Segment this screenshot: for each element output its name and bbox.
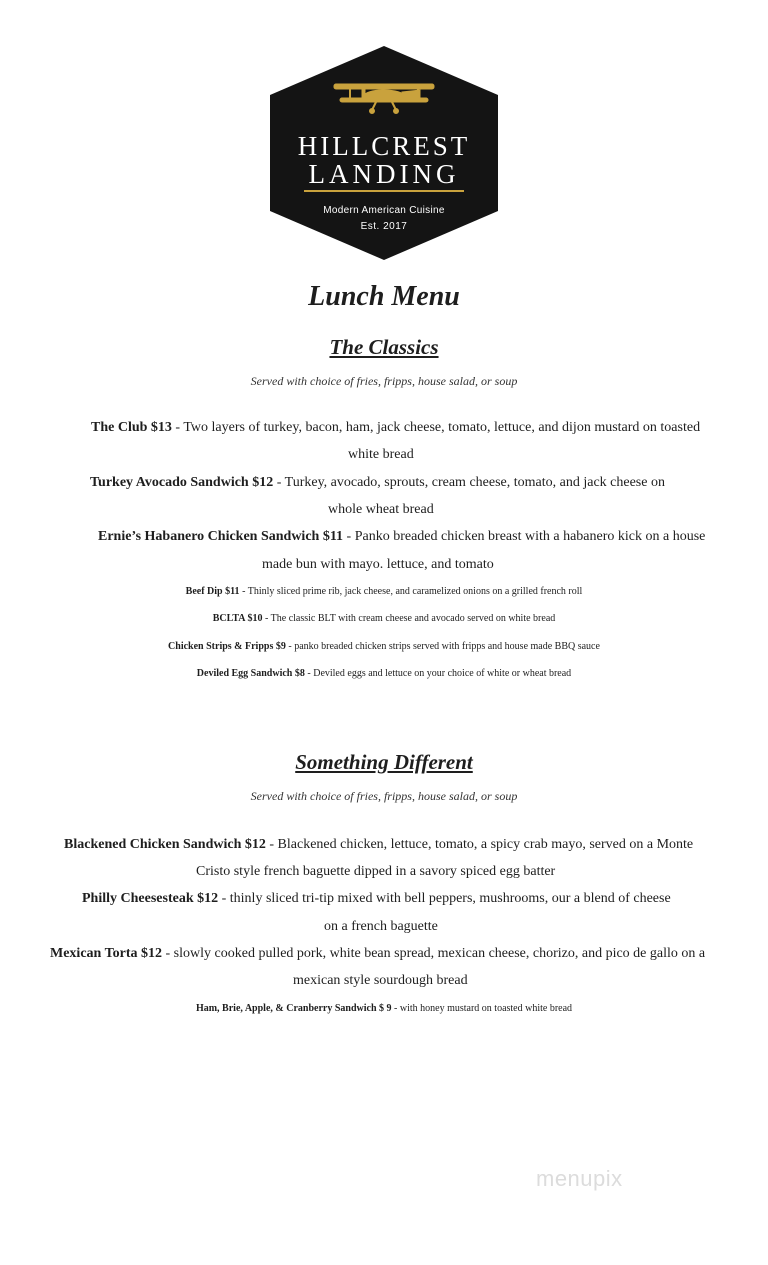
menu-item: Ernie’s Habanero Chicken Sandwich $11 - Panko breaded chicken breast with a habanero kick on a house	[98, 529, 706, 544]
page-title: Lunch Menu	[308, 281, 460, 312]
menu-item-description: Blackened chicken, lettuce, tomato, a spicy crab mayo, served on a Monte	[277, 837, 694, 852]
menu-item-description-cont: Cristo style french baguette dipped in a savory spiced egg batter	[196, 864, 556, 879]
menu-item-description: slowly cooked pulled pork, white bean spread, mexican cheese, chorizo, and pico de gallo on a	[173, 946, 706, 961]
menu-item: Mexican Torta $12 - slowly cooked pulled pork, white bean spread, mexican cheese, chorizo, and pico de gallo on a	[50, 946, 706, 961]
menu-item: Philly Cheesesteak $12 - thinly sliced tri-tip mixed with bell peppers, mushrooms, our a blend of cheese	[82, 891, 671, 906]
logo-name-line1: HILLCREST	[297, 131, 471, 161]
menu-item-description: Deviled eggs and lettuce on your choice of white or wheat bread	[313, 668, 572, 679]
menu-item-description-cont: mexican style sourdough bread	[293, 973, 468, 988]
menu-item-name: Turkey Avocado Sandwich $12	[90, 475, 274, 490]
menu-item: Ham, Brie, Apple, & Cranberry Sandwich $ 9 - with honey mustard on toasted white bread	[195, 1003, 573, 1014]
section-title-something-different: Something Different	[295, 750, 473, 774]
menu-item-description: Thinly sliced prime rib, jack cheese, and caramelized onions on a grilled french roll	[247, 586, 583, 597]
menu-item-name: Blackened Chicken Sandwich $12	[64, 837, 266, 852]
logo-gold-rule	[304, 190, 464, 192]
menu-item-description-cont: made bun with mayo. lettuce, and tomato	[262, 557, 494, 572]
menu-item: Turkey Avocado Sandwich $12 - Turkey, avocado, sprouts, cream cheese, tomato, and jack cheese on	[90, 475, 665, 490]
watermark: menupix	[536, 1166, 623, 1191]
menu-item-description: Two layers of turkey, bacon, ham, jack cheese, tomato, lettuce, and dijon mustard on toasted	[183, 420, 701, 435]
section-note-something-different: Served with choice of fries, fripps, house salad, or soup	[250, 789, 518, 803]
menu-item-name: Philly Cheesesteak $12	[82, 891, 219, 906]
menu-item: BCLTA $10 - The classic BLT with cream cheese and avocado served on white bread	[212, 613, 556, 624]
menu-item-description: thinly sliced tri-tip mixed with bell peppers, mushrooms, our a blend of cheese	[229, 891, 671, 906]
menu-item-description: The classic BLT with cream cheese and avocado served on white bread	[270, 613, 556, 624]
menu-item-description-cont: whole wheat bread	[328, 502, 434, 517]
menu-item-description: Turkey, avocado, sprouts, cream cheese, tomato, and jack cheese on	[284, 475, 665, 490]
menu-item-name: BCLTA $10	[212, 613, 263, 624]
menu-item: Beef Dip $11 - Thinly sliced prime rib, jack cheese, and caramelized onions on a grilled french roll	[185, 586, 583, 597]
section-note-classics: Served with choice of fries, fripps, house salad, or soup	[250, 374, 518, 388]
logo-established: Est. 2017	[360, 221, 408, 232]
menu-item-description: with honey mustard on toasted white bread	[399, 1003, 573, 1014]
menu-item-description-cont: white bread	[348, 447, 414, 462]
restaurant-logo	[266, 46, 502, 260]
menu-item-name: Chicken Strips & Fripps $9	[168, 641, 286, 652]
menu-item-name: Deviled Egg Sandwich $8	[196, 668, 305, 679]
menu-item: The Club $13 - Two layers of turkey, bacon, ham, jack cheese, tomato, lettuce, and dijon mustard on toasted	[91, 420, 701, 435]
menu-item-description-cont: on a french baguette	[324, 919, 438, 934]
menu-item-name: Mexican Torta $12	[50, 946, 162, 961]
menu-item: Deviled Egg Sandwich $8 - Deviled eggs and lettuce on your choice of white or wheat bread	[196, 668, 572, 679]
menu-item: Blackened Chicken Sandwich $12 - Blackened chicken, lettuce, tomato, a spicy crab mayo, served on a Monte	[64, 837, 694, 852]
menu-item-name: Ham, Brie, Apple, & Cranberry Sandwich $ 9	[195, 1003, 392, 1014]
menu-item-description: panko breaded chicken strips served with fripps and house made BBQ sauce	[294, 641, 600, 652]
section-title-classics: The Classics	[329, 335, 439, 359]
menu-item-name: Ernie’s Habanero Chicken Sandwich $11	[98, 529, 344, 544]
menu-item-description: Panko breaded chicken breast with a habanero kick on a house	[354, 529, 706, 544]
menu-item-name: The Club $13	[91, 420, 172, 435]
logo-tagline: Modern American Cuisine	[323, 205, 445, 216]
menu-item: Chicken Strips & Fripps $9 - panko breaded chicken strips served with fripps and house made BBQ sauce	[168, 641, 600, 652]
menu-item-name: Beef Dip $11	[185, 586, 240, 597]
logo-name-line2: LANDING	[308, 159, 460, 189]
